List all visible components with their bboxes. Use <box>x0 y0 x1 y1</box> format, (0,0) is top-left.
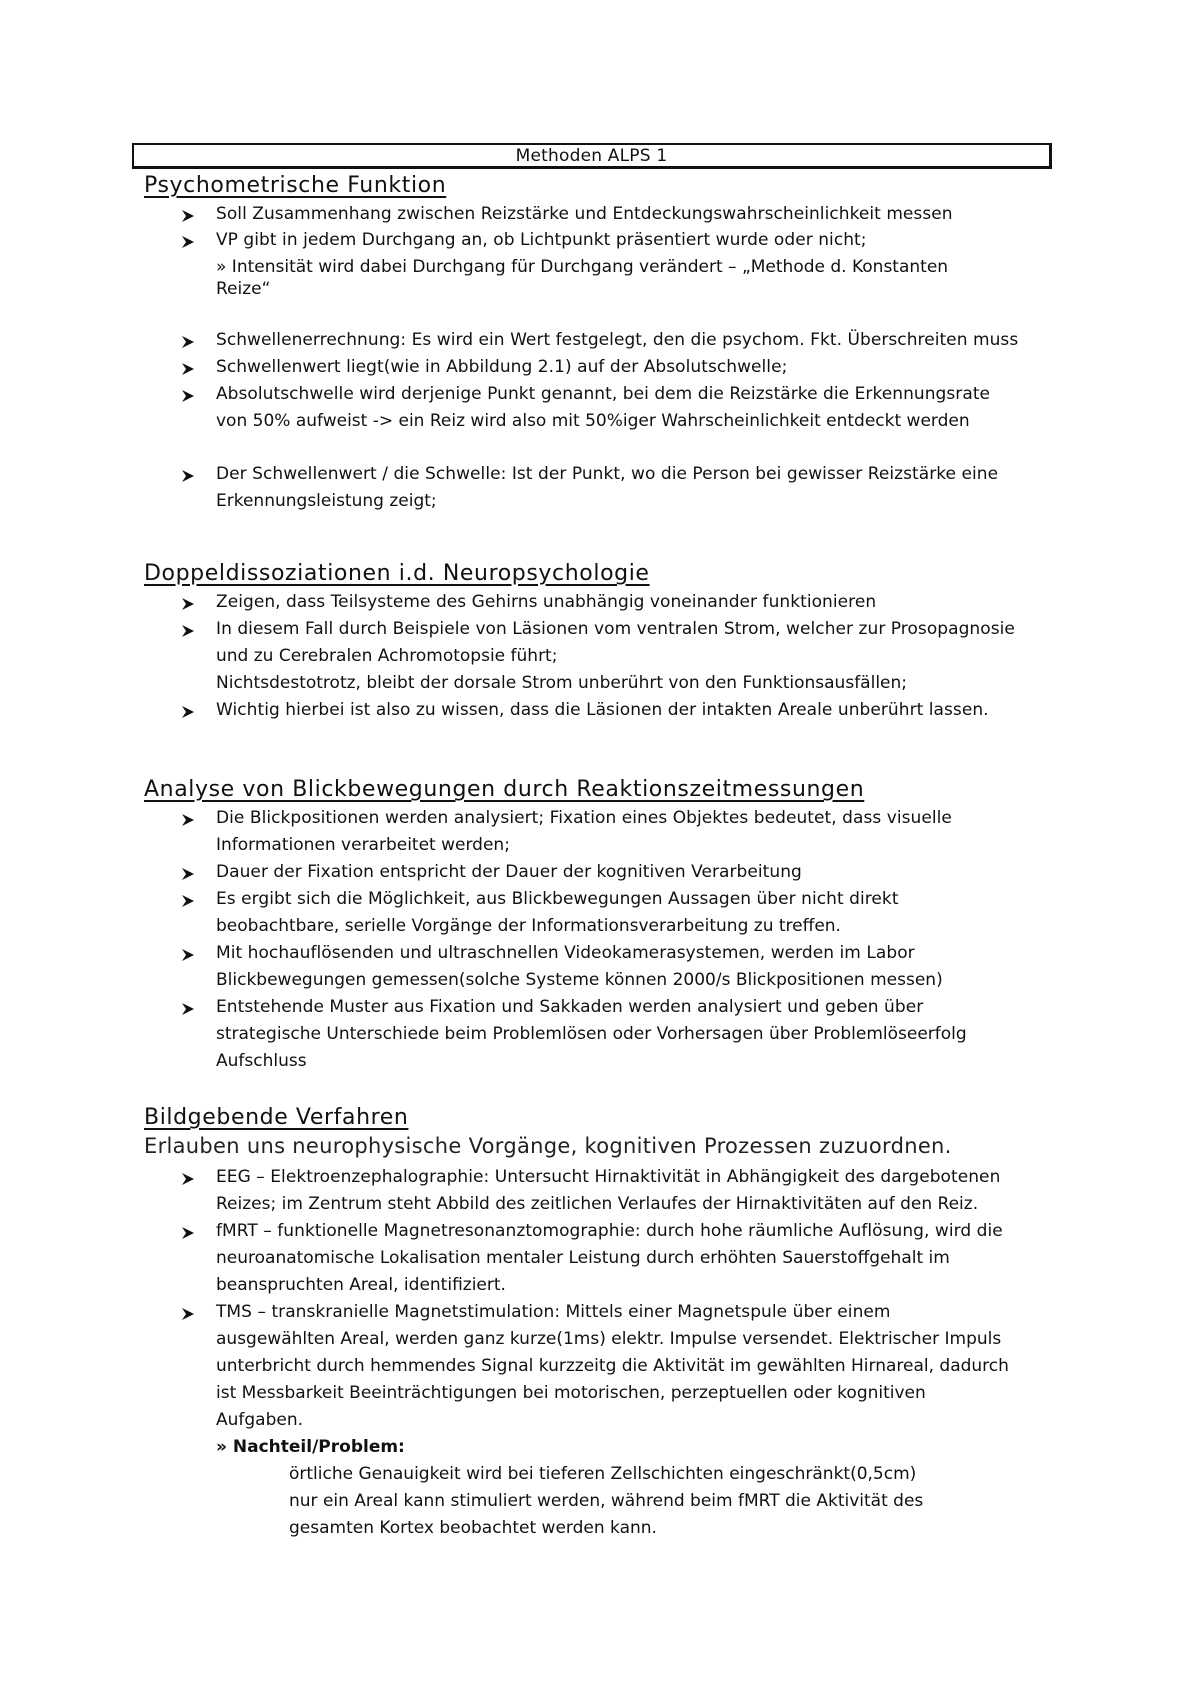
bullet-arrow-icon <box>180 468 196 484</box>
list-item-continuation: ausgewählten Areal, werden ganz kurze(1ms) elektr. Impulse versendet. Elektrischer Impuls <box>216 1329 1002 1349</box>
list-item: Wichtig hierbei ist also zu wissen, dass die Läsionen der intakten Areale unberührt lassen. <box>216 700 989 720</box>
list-item-continuation: beanspruchten Areal, identifiziert. <box>216 1275 506 1295</box>
bullet-arrow-icon <box>180 1225 196 1241</box>
bullet-arrow-icon <box>180 866 196 882</box>
list-item-continuation: Blickbewegungen gemessen(solche Systeme können 2000/s Blickpositionen messen) <box>216 970 943 990</box>
drawback-item: nur ein Areal kann stimuliert werden, während beim fMRT die Aktivität des <box>289 1491 924 1511</box>
list-item-continuation: neuroanatomische Lokalisation mentaler Leistung durch erhöhten Sauerstoffgehalt im <box>216 1248 950 1268</box>
list-item: VP gibt in jedem Durchgang an, ob Lichtpunkt präsentiert wurde oder nicht; <box>216 230 867 250</box>
list-item-continuation: Nichtsdestotrotz, bleibt der dorsale Strom unberührt von den Funktionsausfällen; <box>216 673 907 693</box>
list-item: Es ergibt sich die Möglichkeit, aus Blickbewegungen Aussagen über nicht direkt <box>216 889 899 909</box>
section-heading-doppeldissoziationen: Doppeldissoziationen i.d. Neuropsychologie <box>144 561 650 586</box>
bullet-arrow-icon <box>180 1306 196 1322</box>
bullet-arrow-icon <box>180 893 196 909</box>
bullet-arrow-icon <box>180 596 196 612</box>
list-item-continuation: von 50% aufweist -> ein Reiz wird also mit 50%iger Wahrscheinlichkeit entdeckt werden <box>216 411 970 431</box>
list-item: Soll Zusammenhang zwischen Reizstärke und Entdeckungswahrscheinlichkeit messen <box>216 204 953 224</box>
list-item: TMS – transkranielle Magnetstimulation: Mittels einer Magnetspule über einem <box>216 1302 891 1322</box>
list-item: Entstehende Muster aus Fixation und Sakkaden werden analysiert und geben über <box>216 997 924 1017</box>
drawback-item: gesamten Kortex beobachtet werden kann. <box>289 1518 657 1538</box>
list-item: Der Schwellenwert / die Schwelle: Ist der Punkt, wo die Person bei gewisser Reizstärke eine <box>216 464 999 484</box>
list-item: Absolutschwelle wird derjenige Punkt genannt, bei dem die Reizstärke die Erkennungsrate <box>216 384 991 404</box>
list-item-continuation: und zu Cerebralen Achromotopsie führt; <box>216 646 558 666</box>
list-item-continuation: Aufschluss <box>216 1051 307 1071</box>
bullet-arrow-icon <box>180 1171 196 1187</box>
list-item-continuation: Reize“ <box>216 279 271 299</box>
list-item: EEG – Elektroenzephalographie: Untersucht Hirnaktivität in Abhängigkeit des dargebotenen <box>216 1167 1001 1187</box>
bullet-arrow-icon <box>180 234 196 250</box>
bullet-arrow-icon <box>180 334 196 350</box>
section-intro: Erlauben uns neurophysische Vorgänge, kognitiven Prozessen zuzuordnen. <box>144 1134 952 1158</box>
bullet-arrow-icon <box>180 388 196 404</box>
bullet-arrow-icon <box>180 208 196 224</box>
bullet-arrow-icon <box>180 812 196 828</box>
list-item: Dauer der Fixation entspricht der Dauer der kognitiven Verarbeitung <box>216 862 802 882</box>
list-item: Zeigen, dass Teilsysteme des Gehirns unabhängig voneinander funktionieren <box>216 592 877 612</box>
list-item-continuation: unterbricht durch hemmendes Signal kurzzeitg die Aktivität im gewählten Hirnareal, dadurch <box>216 1356 1009 1376</box>
section-heading-psychometrische-funktion: Psychometrische Funktion <box>144 173 447 198</box>
list-item: Schwellenwert liegt(wie in Abbildung 2.1) auf der Absolutschwelle; <box>216 357 788 377</box>
bullet-arrow-icon <box>180 1001 196 1017</box>
section-heading-blickbewegungen: Analyse von Blickbewegungen durch Reaktionszeitmessungen <box>144 777 865 802</box>
drawback-item: örtliche Genauigkeit wird bei tieferen Zellschichten eingeschränkt(0,5cm) <box>289 1464 917 1484</box>
page-title: Methoden ALPS 1 <box>132 143 1052 169</box>
list-item-continuation: strategische Unterschiede beim Problemlösen oder Vorhersagen über Problemlöseerfolg <box>216 1024 967 1044</box>
list-item-continuation: » Intensität wird dabei Durchgang für Durchgang verändert – „Methode d. Konstanten <box>216 257 949 277</box>
list-item-continuation: Erkennungsleistung zeigt; <box>216 491 437 511</box>
list-item-continuation: Aufgaben. <box>216 1410 304 1430</box>
list-item: Die Blickpositionen werden analysiert; Fixation eines Objektes bedeutet, dass visuelle <box>216 808 952 828</box>
list-item-continuation: Informationen verarbeitet werden; <box>216 835 510 855</box>
list-item-continuation: ist Messbarkeit Beeinträchtigungen bei motorischen, perzeptuellen oder kognitiven <box>216 1383 926 1403</box>
list-item: In diesem Fall durch Beispiele von Läsionen vom ventralen Strom, welcher zur Prosopagnosie <box>216 619 1015 639</box>
list-item-continuation: Reizes; im Zentrum steht Abbild des zeitlichen Verlaufes der Hirnaktivitäten auf den Reiz. <box>216 1194 979 1214</box>
bullet-arrow-icon <box>180 947 196 963</box>
bullet-arrow-icon <box>180 623 196 639</box>
section-heading-bildgebende-verfahren: Bildgebende Verfahren <box>144 1105 409 1130</box>
list-item: fMRT – funktionelle Magnetresonanztomographie: durch hohe räumliche Auflösung, wird die <box>216 1221 1003 1241</box>
bullet-arrow-icon <box>180 704 196 720</box>
list-item: Mit hochauflösenden und ultraschnellen Videokamerasystemen, werden im Labor <box>216 943 915 963</box>
list-item: Schwellenerrechnung: Es wird ein Wert festgelegt, den die psychom. Fkt. Überschreiten muss <box>216 330 1019 350</box>
bullet-arrow-icon <box>180 361 196 377</box>
list-item-continuation: beobachtbare, serielle Vorgänge der Informationsverarbeitung zu treffen. <box>216 916 841 936</box>
drawback-label: » Nachteil/Problem: <box>216 1437 405 1457</box>
